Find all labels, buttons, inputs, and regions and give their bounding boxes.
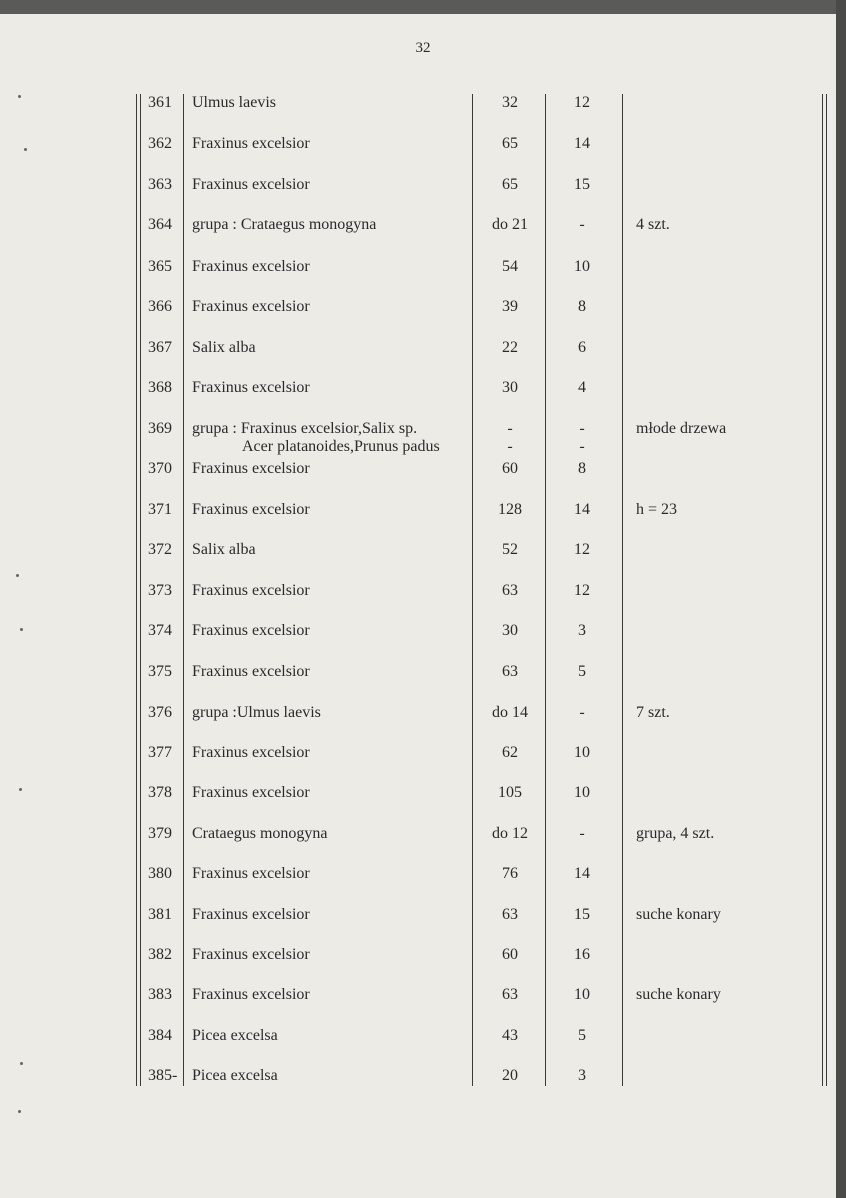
value-b: 14 [574,135,590,152]
value-a: 63 [502,986,518,1003]
value-b: 12 [574,582,590,599]
value-a: 76 [502,865,518,882]
value-b: 3 [578,622,586,639]
value-b: 4 [578,379,586,396]
row-number: 365 [148,258,172,275]
species-name: Fraxinus excelsior [192,663,310,680]
table-row [140,663,740,703]
row-number: 376 [148,704,172,721]
table-row [140,784,740,824]
scan-speck [16,574,19,577]
value-a: 62 [502,744,518,761]
value-b: - [579,438,585,455]
table-row [140,135,740,175]
row-number: 380 [148,865,172,882]
table-row [140,501,740,541]
value-a: 43 [502,1027,518,1044]
scan-speck [20,628,23,631]
species-name: Fraxinus excelsior [192,946,310,963]
value-b: 10 [574,744,590,761]
table-row [140,825,740,865]
value-b: 16 [574,946,590,963]
value-b: 10 [574,986,590,1003]
table-row [140,744,740,784]
species-name: Fraxinus excelsior [192,744,310,761]
scan-speck [18,95,21,98]
row-number: 363 [148,176,172,193]
note: 4 szt. [636,216,670,233]
value-a: 52 [502,541,518,558]
species-name: Picea excelsa [192,1067,278,1084]
note: 7 szt. [636,704,670,721]
value-b: 14 [574,501,590,518]
species-name: grupa : Crataegus monogyna [192,216,377,233]
value-a: do 21 [492,216,528,233]
value-a: 30 [502,622,518,639]
table-row [140,258,740,298]
table-row [140,460,740,500]
value-a: 65 [502,176,518,193]
table-row [140,622,740,662]
value-a: 128 [498,501,522,518]
species-name: Fraxinus excelsior [192,986,310,1003]
value-b: 10 [574,258,590,275]
scan-speck [24,148,27,151]
value-a: 63 [502,906,518,923]
species-name: Picea excelsa [192,1027,278,1044]
scan-right-edge [836,0,846,1198]
page-number: 32 [415,40,431,56]
table-row [140,704,740,744]
row-number: 373 [148,582,172,599]
species-name: Salix alba [192,541,256,558]
value-b: - [579,420,585,437]
row-number: 377 [148,744,172,761]
table-row [140,298,740,338]
value-b: 14 [574,865,590,882]
row-number: 370 [148,460,172,477]
species-name: grupa :Ulmus laevis [192,704,321,721]
value-a: 105 [498,784,522,801]
value-a: 30 [502,379,518,396]
species-name: Fraxinus excelsior [192,906,310,923]
species-name: Fraxinus excelsior [192,501,310,518]
species-name: Fraxinus excelsior [192,460,310,477]
row-number: 375 [148,663,172,680]
value-a: 63 [502,582,518,599]
value-a: 20 [502,1067,518,1084]
value-a: 63 [502,663,518,680]
scan-speck [18,1110,21,1113]
species-name: Fraxinus excelsior [192,135,310,152]
table-row [140,339,740,379]
table-right-border-outer [826,94,827,1086]
table-row [140,946,740,986]
table-row [140,986,740,1026]
row-number: 381 [148,906,172,923]
value-b: 10 [574,784,590,801]
row-number: 369 [148,420,172,437]
table-row [140,906,740,946]
row-number: 383 [148,986,172,1003]
group-row [140,420,740,464]
value-a: 39 [502,298,518,315]
row-number: 366 [148,298,172,315]
group-species-line: grupa : Fraxinus excelsior,Salix sp. [192,420,418,437]
species-name: Crataegus monogyna [192,825,328,842]
species-name: Fraxinus excelsior [192,258,310,275]
table-left-border-outer [136,94,137,1086]
row-number: 379 [148,825,172,842]
value-a: - [507,420,513,437]
scan-speck [19,788,22,791]
scan-speck [20,1062,23,1065]
note: suche konary [636,906,721,923]
species-name: Fraxinus excelsior [192,379,310,396]
row-number: 382 [148,946,172,963]
value-a: 54 [502,258,518,275]
value-b: 5 [578,663,586,680]
table-row [140,541,740,581]
value-b: 15 [574,176,590,193]
row-number: 364 [148,216,172,233]
species-name: Salix alba [192,339,256,356]
value-b: 8 [578,298,586,315]
row-number: 362 [148,135,172,152]
value-a: do 14 [492,704,528,721]
value-a: 65 [502,135,518,152]
table-row [140,176,740,216]
value-b: - [579,704,585,721]
value-b: 3 [578,1067,586,1084]
note: suche konary [636,986,721,1003]
value-b: 5 [578,1027,586,1044]
row-number: 372 [148,541,172,558]
table-right-border [822,94,823,1086]
row-number: 385- [148,1067,178,1084]
value-a: - [507,438,513,455]
species-name: Ulmus laevis [192,94,276,111]
table-row [140,216,740,256]
note: h = 23 [636,501,678,518]
table-row [140,865,740,905]
value-b: - [579,825,585,842]
species-name: Fraxinus excelsior [192,622,310,639]
value-a: 60 [502,460,518,477]
table-row [140,379,740,419]
value-a: 60 [502,946,518,963]
value-b: 8 [578,460,586,477]
scan-top-edge [0,0,846,14]
note: grupa, 4 szt. [636,825,715,842]
table-row [140,582,740,622]
value-b: 12 [574,94,590,111]
group-species-line-continued: Acer platanoides,Prunus padus [242,438,440,455]
species-name: Fraxinus excelsior [192,298,310,315]
value-b: 12 [574,541,590,558]
row-number: 384 [148,1027,172,1044]
row-number: 367 [148,339,172,356]
value-a: do 12 [492,825,528,842]
value-b: 15 [574,906,590,923]
row-number: 361 [148,94,172,111]
species-name: Fraxinus excelsior [192,865,310,882]
species-name: Fraxinus excelsior [192,784,310,801]
row-number: 368 [148,379,172,396]
value-a: 32 [502,94,518,111]
row-number: 374 [148,622,172,639]
value-b: 6 [578,339,586,356]
value-b: - [579,216,585,233]
species-name: Fraxinus excelsior [192,582,310,599]
table-row [140,1027,740,1067]
species-name: Fraxinus excelsior [192,176,310,193]
row-number: 371 [148,501,172,518]
note: młode drzewa [636,420,727,437]
table-row [140,1067,740,1107]
row-number: 378 [148,784,172,801]
value-a: 22 [502,339,518,356]
table-row [140,94,740,134]
